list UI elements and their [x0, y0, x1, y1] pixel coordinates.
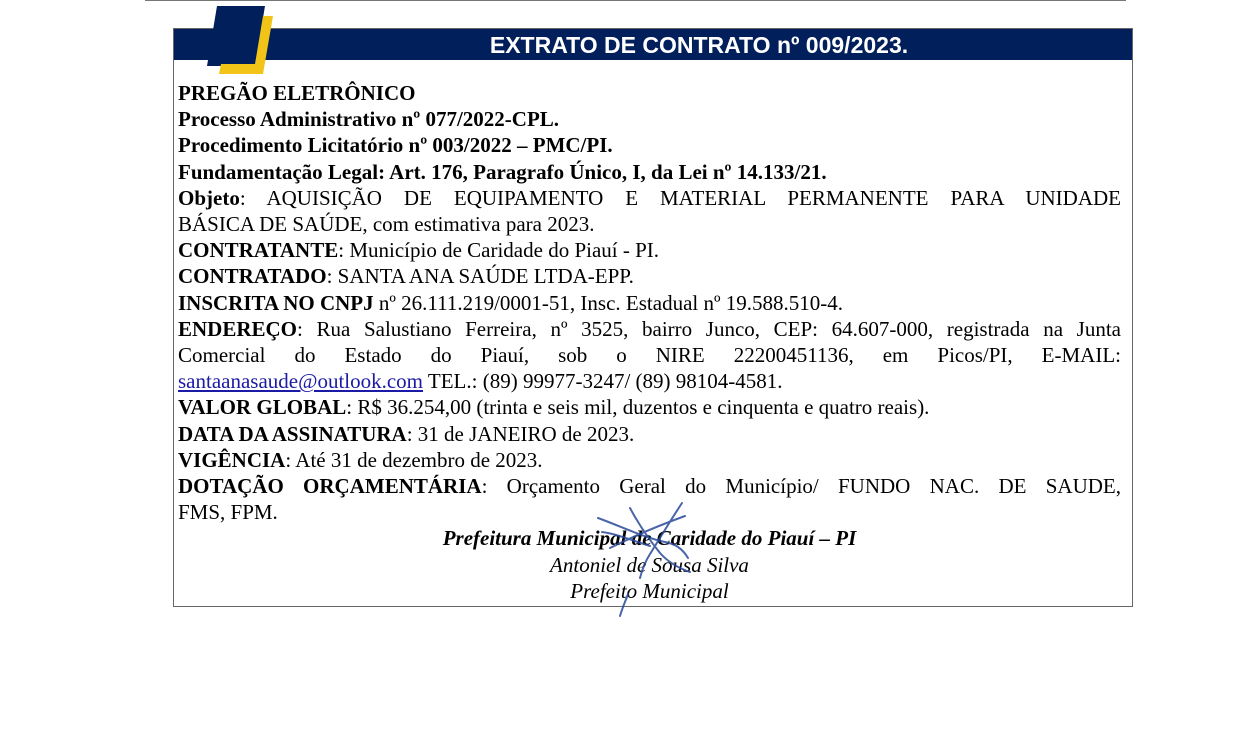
signing-date-label: DATA DA ASSINATURA [178, 421, 407, 446]
signature-role: Prefeito Municipal [570, 578, 729, 603]
signing-date-value: : 31 de JANEIRO de 2023. [406, 421, 635, 446]
cnpj-line [178, 290, 1121, 316]
top-rule [145, 0, 1126, 1]
email-link[interactable]: santaanasaude@outlook.com [178, 369, 424, 394]
contracted-label: CONTRATADO [178, 264, 327, 289]
legal-basis-line [178, 159, 1121, 185]
validity-value: : Até 31 de dezembro de 2023. [285, 447, 543, 472]
signature-name: Antoniel de Sousa Silva [550, 552, 749, 577]
process-line [178, 106, 1121, 132]
contractor-value: : Município de Caridade do Piauí - PI. [338, 238, 660, 263]
object-label: Objeto [178, 185, 240, 210]
address-value: : Rua Salustiano Ferreira, nº 3525, bairro Junco, CEP: 64.607-000, registrada na Junta [297, 316, 1121, 341]
modality: PREGÃO ELETRÔNICO [178, 81, 416, 105]
phone: TEL.: (89) 99977-3247/ (89) 98104-4581. [423, 369, 783, 394]
budget-value: : Orçamento Geral do Município/ FUNDO NAC. DE SAUDE, [481, 474, 1121, 499]
contracted-line [178, 263, 1121, 289]
procedure-number: Procedimento Licitatório nº 003/2022 – PMC/PI. [178, 133, 613, 158]
header-title: EXTRATO DE CONTRATO nº 009/2023. [489, 32, 909, 58]
signing-date-line [178, 421, 1121, 447]
contractor-label: CONTRATANTE [178, 238, 339, 263]
cnpj-value: nº 26.111.219/0001-51, Insc. Estadual nº 19.588.510-4. [373, 290, 843, 315]
procedure-line [178, 132, 1121, 158]
object-line-1 [178, 185, 1121, 211]
header-bar [174, 29, 1132, 60]
validity-label: VIGÊNCIA [178, 447, 286, 472]
contractor-line [178, 237, 1121, 263]
modality-line [178, 80, 1121, 106]
object-value: : AQUISIÇÃO DE EQUIPAMENTO E MATERIAL PERMANENTE PARA UNIDADE [239, 185, 1121, 210]
budget-line-1 [178, 473, 1121, 499]
value-amount: : R$ 36.254,00 (trinta e seis mil, duzentos e cinquenta e quatro reais). [346, 395, 930, 420]
contracted-value: : SANTA ANA SAÚDE LTDA-EPP. [326, 264, 634, 289]
process-number: Processo Administrativo nº 077/2022-CPL. [178, 107, 560, 132]
logo-stripes-icon [203, 6, 277, 74]
signature-org: Prefeitura Municipal de Caridade do Piauí – PI [442, 526, 857, 551]
object-line-2: BÁSICA DE SAÚDE, com estimativa para 2023. [178, 212, 595, 237]
handwritten-signature-icon [590, 498, 700, 626]
address-line-1 [178, 316, 1121, 342]
validity-line [178, 447, 1121, 473]
budget-label: DOTAÇÃO ORÇAMENTÁRIA [178, 474, 482, 499]
value-line [178, 394, 1121, 420]
address-label: ENDEREÇO [178, 316, 298, 341]
budget-line-2: FMS, FPM. [178, 500, 278, 525]
cnpj-label: INSCRITA NO CNPJ [178, 290, 374, 315]
address-line-2: Comercial do Estado do Piauí, sob o NIRE 22200451136, em Picos/PI, E-MAIL: [178, 343, 1121, 368]
email-line [178, 368, 1121, 394]
legal-basis: Fundamentação Legal: Art. 176, Paragrafo Único, I, da Lei nº 14.133/21. [178, 159, 827, 184]
value-label: VALOR GLOBAL [178, 395, 347, 420]
